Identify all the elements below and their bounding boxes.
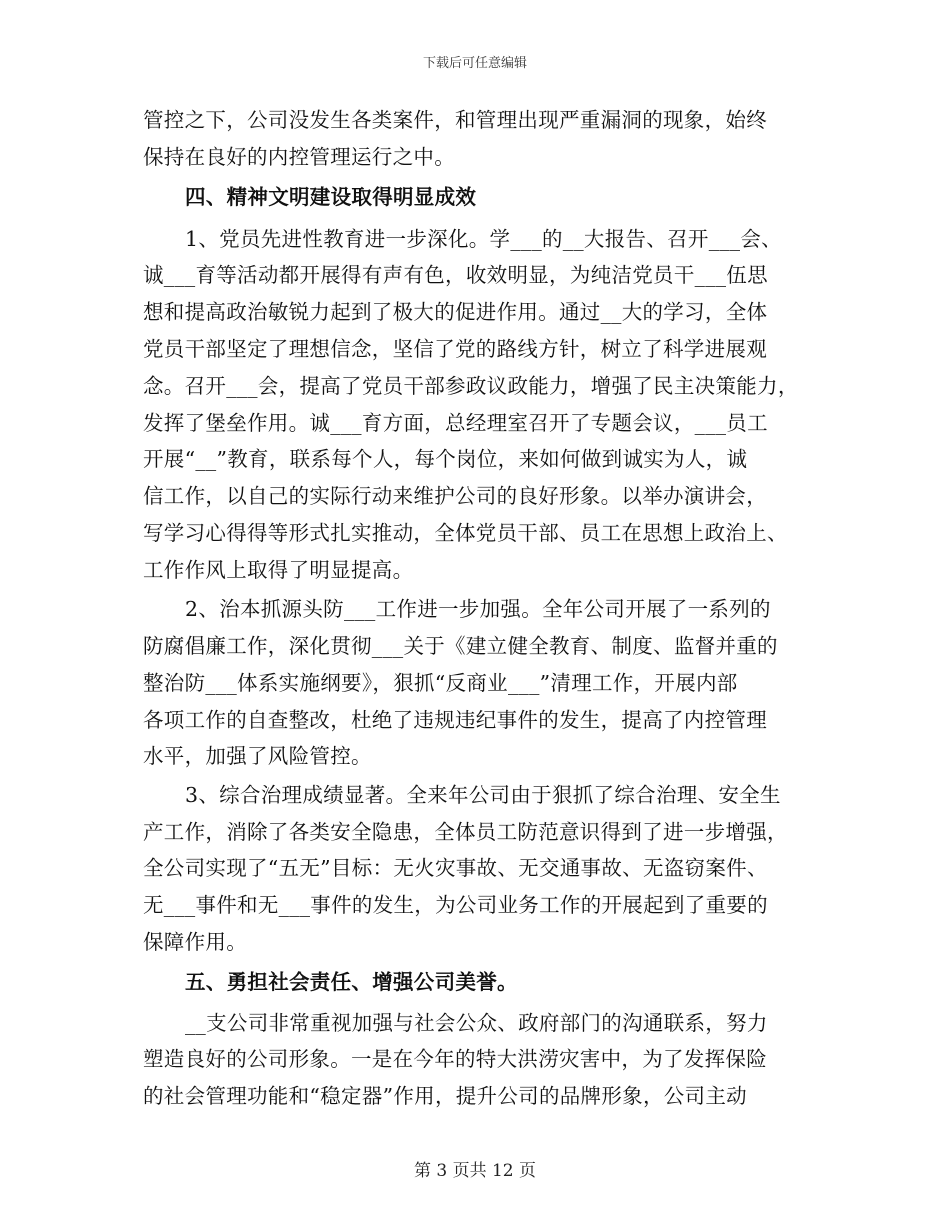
paragraph-line: 写学习心得得等形式扎实推动，全体党员干部、员工在思想上政治上、 — [143, 521, 788, 545]
paragraph-line: 无___事件和无___事件的发生，为公司业务工作的开展起到了重要的 — [143, 893, 768, 917]
paragraph-line: 信工作，以自己的实际行动来维护公司的良好形象。以举办演讲会， — [143, 484, 767, 508]
paragraph-line: 诚___育等活动都开展得有声有色，收效明显，为纯洁党员干___伍思 — [143, 263, 768, 287]
paragraph-line: 整治防___体系实施纲要》，狠抓“反商业___”清理工作，开展内部 — [143, 671, 738, 695]
paragraph-line: 发挥了堡垒作用。诚___育方面，总经理室召开了专题会议，___员工 — [143, 411, 768, 435]
paragraph-line: 党员干部坚定了理想信念，坚信了党的路线方针，树立了科学进展观 — [143, 337, 767, 361]
paragraph-line: 全公司实现了“五无”目标：无火灾事故、无交通事故、无盗窃案件、 — [143, 856, 768, 880]
paragraph-line: 保持在良好的内控管理运行之中。 — [143, 145, 455, 169]
paragraph-line: 1、党员先进性教育进一步深化。学___的__大报告、召开___会、 — [185, 227, 782, 251]
paragraph-line: 开展“__”教育，联系每个人，每个岗位，来如何做到诚实为人，诚 — [143, 447, 748, 471]
paragraph-line: 工作作风上取得了明显提高。 — [143, 558, 414, 582]
section-heading-4: 四、精神文明建设取得明显成效 — [185, 185, 477, 209]
paragraph-line: 2、治本抓源头防___工作进一步加强。全年公司开展了一系列的 — [185, 597, 771, 621]
paragraph-line: 水平，加强了风险管控。 — [143, 744, 372, 768]
paragraph-line: 各项工作的自查整改，杜绝了违规违纪事件的发生，提高了内控管理 — [143, 708, 767, 732]
paragraph-line: 念。召开___会，提高了党员干部参政议政能力，增强了民主决策能力， — [143, 374, 799, 398]
paragraph-line: 保障作用。 — [143, 930, 247, 954]
paragraph-line: 防腐倡廉工作，深化贯彻___关于《建立健全教育、制度、监督并重的 — [143, 634, 778, 658]
paragraph-line: 塑造良好的公司形象。一是在今年的特大洪涝灾害中，为了发挥保险 — [143, 1047, 767, 1071]
section-heading-5: 五、勇担社会责任、增强公司美誉。 — [185, 970, 518, 994]
paragraph-line: 的社会管理功能和“稳定器”作用，提升公司的品牌形象，公司主动 — [143, 1084, 747, 1108]
paragraph-line: 产工作，消除了各类安全隐患，全体员工防范意识得到了进一步增强， — [143, 820, 788, 844]
page-header: 下载后可任意编辑 — [422, 56, 527, 71]
paragraph-line: __支公司非常重视加强与社会公众、政府部门的沟通联系，努力 — [185, 1011, 768, 1035]
page-footer: 第 3 页共 12 页 — [413, 1161, 537, 1181]
paragraph-line: 想和提高政治敏锐力起到了极大的促进作用。通过__大的学习，全体 — [143, 300, 768, 324]
paragraph-line: 3、综合治理成绩显著。全来年公司由于狠抓了综合治理、安全生 — [185, 783, 781, 807]
paragraph-line: 管控之下，公司没发生各类案件，和管理出现严重漏洞的现象，始终 — [143, 108, 767, 132]
